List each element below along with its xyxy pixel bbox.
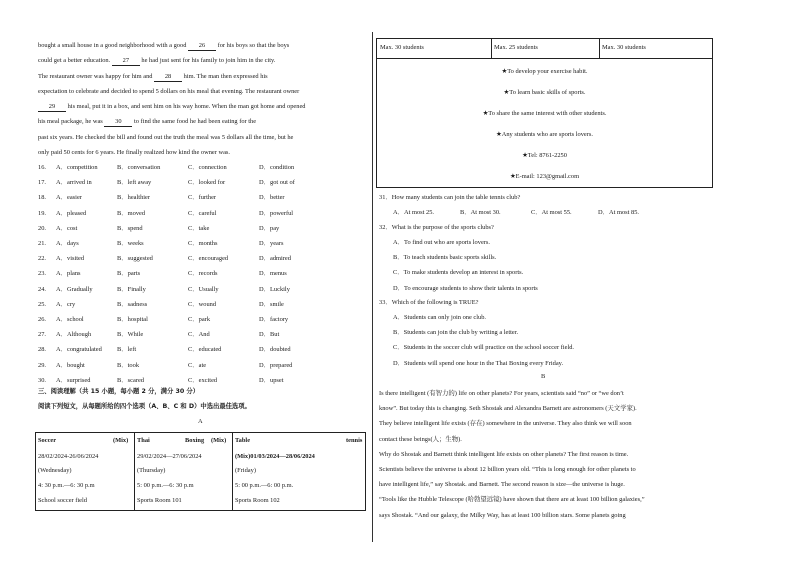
passage-text: him. The man then expressed his — [182, 73, 268, 80]
option-b: B．weeks — [117, 240, 144, 247]
cell-soccer-place: School soccer field — [38, 497, 87, 504]
question-number: 17. — [38, 179, 46, 187]
passage-line — [38, 73, 268, 82]
question-stem: 31．How many students can join the table tennis club? — [379, 194, 521, 201]
answer-blank: 27 — [112, 57, 140, 66]
option-d: D．years — [259, 240, 284, 247]
option-d: D．condition — [259, 164, 295, 171]
cell-tennis-name1: Table — [235, 437, 251, 444]
option-a: A．pleased — [56, 209, 87, 217]
option-d: D．smile — [259, 300, 284, 308]
option-b: B．moved — [117, 209, 146, 217]
question-option: B．To teach students basic sports skills. — [393, 254, 497, 262]
question-number: 22. — [38, 255, 46, 263]
cell-soccer-dates: 28/02/2024-26/06/2024 — [38, 453, 99, 460]
option-b: B．parts — [117, 270, 141, 278]
option-c: C．take — [188, 224, 210, 232]
passage-b-line: have intelligent life,” say Shostak. and Barnett. The second reason is size—the universe is huge. — [379, 481, 625, 489]
option-b: B．left — [117, 346, 137, 354]
answer-blank: 30 — [104, 118, 132, 127]
club-feature-item: ★Tel: 8761-2250 — [522, 152, 567, 159]
option-b: B．spend — [117, 224, 143, 232]
option-c: C．careful — [188, 209, 217, 217]
option-c: C．further — [188, 194, 217, 202]
question-number: 30. — [38, 376, 46, 384]
option-c: C．And — [188, 331, 210, 339]
passage-b-line: Scientists believe the universe is about 12 billion years old. “This is long enough for other planets to — [379, 466, 636, 473]
option-c: C．ate — [188, 361, 207, 369]
question-stem: 33．Which of the following is TRUE? — [379, 299, 479, 306]
option-b: B．Finally — [117, 285, 146, 293]
club-feature-item: ★E-mail: 123@gmail.com — [509, 173, 580, 180]
passage-text: only paid 50 cents for 6 years. He finally realized how kind the owner was. — [38, 149, 231, 156]
passage-b-line: contact these beings(人；生物). — [379, 435, 462, 443]
passage-line — [38, 57, 275, 66]
question-number: 19. — [38, 209, 46, 217]
passage-b-line: says Shostak. “And our galaxy, the Milky Way, has at least 100 billion stars. Some planets going — [379, 511, 626, 519]
question-option: A．At most 25. — [393, 209, 435, 216]
passage-text: for his boys so that the boys — [215, 42, 290, 49]
answer-blank: 29 — [38, 103, 66, 112]
cell-tennis-time: 5: 00 p.m.—6: 00 p.m. — [235, 482, 294, 489]
question-number: 21. — [38, 240, 46, 247]
option-c: C．Usually — [188, 285, 219, 293]
passage-text: could get a better education. — [38, 57, 112, 64]
question-number: 24. — [38, 285, 46, 293]
option-a: A．school — [56, 316, 84, 323]
option-d: D．menus — [259, 270, 287, 278]
question-option: D．To encourage students to show their talents in sports — [393, 284, 538, 292]
passage-line — [38, 134, 293, 142]
option-b: B．suggested — [117, 255, 153, 263]
option-c: C．records — [188, 270, 218, 278]
option-d: D．Luckily — [259, 285, 290, 293]
cell-boxing-name1: Thai — [137, 437, 150, 444]
passage-line — [38, 103, 306, 112]
passage-b-line: “Tools like the Hubble Telescope (哈勃望远镜) have shown that there are at least 100 billion galaxies,” — [379, 496, 645, 504]
cell-boxing-day: (Thursday) — [137, 467, 166, 474]
option-b: B．healthier — [117, 194, 151, 202]
option-c: C．connection — [188, 164, 227, 171]
question-option: C．Students in the soccer club will practice on the school soccer field. — [393, 344, 575, 352]
question-option: D．Students will spend one hour in the Thai Boxing every Friday. — [393, 359, 564, 367]
cell-tennis-dates: (Mix)01/03/2024—28/06/2024 — [235, 453, 315, 460]
cell-soccer-time: 4: 30 p.m.—6: 30 p.m — [38, 482, 95, 489]
option-c: C．educated — [188, 346, 222, 354]
question-option: C．To make students develop an interest in sports. — [393, 269, 524, 277]
passage-text: past six years. He checked the bill and found out the truth the meal was 5 dollars all the time, but he — [38, 134, 294, 141]
question-number: 23. — [38, 270, 46, 278]
max-students-cell: Max. 30 students — [602, 44, 646, 51]
option-a: A．cost — [56, 224, 78, 232]
cell-boxing-name2: Boxing — [185, 437, 205, 444]
passage-text: to find the same food he had been eating for the — [132, 118, 257, 125]
max-students-cell: Max. 25 students — [494, 44, 538, 51]
question-number: 18. — [38, 194, 46, 202]
question-option: A．To find out who are sports lovers. — [393, 239, 490, 246]
option-b: B．left away — [117, 179, 152, 187]
option-d: D．prepared — [259, 361, 293, 369]
option-c: C．encouraged — [188, 255, 229, 263]
option-b: B．scared — [117, 376, 144, 384]
passage-text: he had just sent for his family to join him in the city. — [139, 57, 276, 64]
option-c: C．wound — [188, 300, 217, 308]
passage-b-line: Is there intelligent (有智力的) life on other planets? For years, scientists said “no” or “we don’t — [379, 390, 624, 397]
option-b: B．conversation — [117, 164, 161, 171]
option-d: D．pay — [259, 224, 280, 232]
cell-soccer-day: (Wednesday) — [38, 467, 72, 474]
passage-b-line: They believe intelligent life exists (存在) somewhere in the universe. They also think we will soon — [379, 420, 632, 428]
option-d: D．upset — [259, 376, 284, 384]
passage-a-label: A — [198, 418, 203, 425]
passage-text: expectation to celebrate and decided to spend 5 dollars on his meal that evening. The restaurant owner — [38, 88, 300, 95]
option-c: C．park — [188, 316, 211, 323]
passage-text: The restaurant owner was happy for him and — [38, 73, 155, 80]
option-a: A．arrived in — [56, 179, 92, 187]
max-students-cell: Max. 30 students — [380, 44, 424, 51]
cell-boxing-place: Sports Room 101 — [137, 497, 182, 504]
section-instruction: 阅读下列短文，从每题所给的四个选项（A、B、C 和 D）中选出最佳选项。 — [38, 403, 251, 410]
section-title: 三、阅读理解（共 15 小题，每小题 2 分，满分 30 分） — [38, 388, 199, 395]
question-stem: 32．What is the purpose of the sports clubs? — [379, 224, 494, 231]
question-number: 27. — [38, 331, 46, 339]
option-d: D．admired — [259, 255, 291, 263]
cell-tennis-day: (Friday) — [235, 467, 256, 474]
club-feature-item: ★Any students who are sports lovers. — [496, 131, 593, 138]
question-option: A．Students can only join one club. — [393, 314, 487, 321]
option-d: D．factory — [259, 316, 289, 323]
passage-line — [38, 118, 256, 127]
option-a: A．congratulated — [56, 346, 102, 354]
cell-tennis-name2: tennis — [346, 437, 363, 444]
answer-blank: 28 — [154, 73, 182, 82]
passage-b-label: B — [541, 373, 546, 380]
question-number: 16. — [38, 164, 46, 171]
option-c: C．excited — [188, 376, 218, 384]
question-option: B．At most 30. — [460, 209, 501, 216]
cell-boxing-mix: (Mix) — [211, 437, 227, 444]
option-a: A．Gradually — [56, 285, 93, 293]
cell-soccer-mix: (Mix) — [113, 437, 129, 444]
option-a: A．plans — [56, 270, 81, 278]
question-number: 25. — [38, 300, 46, 308]
option-b: B．While — [117, 331, 144, 339]
cell-tennis-place: Sports Room 102 — [235, 497, 280, 504]
passage-line — [38, 88, 299, 96]
passage-text: his meal package, he was — [38, 118, 105, 125]
passage-line — [38, 149, 230, 157]
passage-b-line: know”. But today this is changing. Seth Shostak and Alexandra Barnett are astronomers (天文学家). — [379, 405, 637, 413]
option-b: B．hospital — [117, 316, 148, 323]
option-d: D．better — [259, 194, 285, 202]
question-number: 26. — [38, 316, 46, 323]
option-a: A．surprised — [56, 376, 91, 384]
club-feature-item: ★To share the same interest with other students. — [482, 110, 607, 117]
cell-boxing-time: 5: 00 p.m.—6: 30 p.m — [137, 482, 194, 489]
option-a: A．easier — [56, 194, 82, 202]
club-feature-item: ★To learn basic skills of sports. — [503, 89, 586, 96]
option-b: B．took — [117, 361, 140, 369]
question-number: 20. — [38, 224, 46, 232]
option-d: D．But — [259, 331, 280, 339]
cell-soccer-name: Soccer — [38, 437, 57, 444]
question-number: 28. — [38, 346, 46, 354]
question-option: C．At most 55. — [531, 209, 572, 216]
cell-boxing-dates: 29/02/2024—27/06/2024 — [137, 453, 202, 460]
question-option: B．Students can join the club by writing a letter. — [393, 329, 519, 337]
option-c: C．months — [188, 240, 218, 247]
option-a: A．days — [56, 240, 79, 247]
option-c: C．looked for — [188, 179, 226, 187]
passage-line — [38, 42, 289, 51]
column-divider — [372, 32, 373, 542]
passage-b-line: Why do Shostak and Barnett think intelligent life exists on other planets? The first reason is time. — [379, 450, 629, 458]
passage-text: bought a small house in a good neighborhood with a good — [38, 42, 188, 49]
option-a: A．Although — [56, 331, 92, 339]
option-a: A．cry — [56, 300, 76, 308]
question-option: D．At most 85. — [598, 209, 640, 216]
option-d: D．got out of — [259, 179, 295, 187]
passage-text: his meal, put it in a box, and sent him on his way home. When the man got home and opened — [66, 103, 306, 110]
question-number: 29. — [38, 361, 46, 369]
option-d: D．doubted — [259, 346, 291, 354]
club-feature-item: ★To develop your exercise habit. — [501, 68, 588, 75]
option-a: A．competition — [56, 164, 98, 171]
option-b: B．sadness — [117, 300, 148, 308]
option-d: D．powerful — [259, 209, 294, 217]
option-a: A．bought — [56, 361, 85, 369]
option-a: A．visited — [56, 255, 85, 263]
answer-blank: 26 — [188, 42, 216, 51]
